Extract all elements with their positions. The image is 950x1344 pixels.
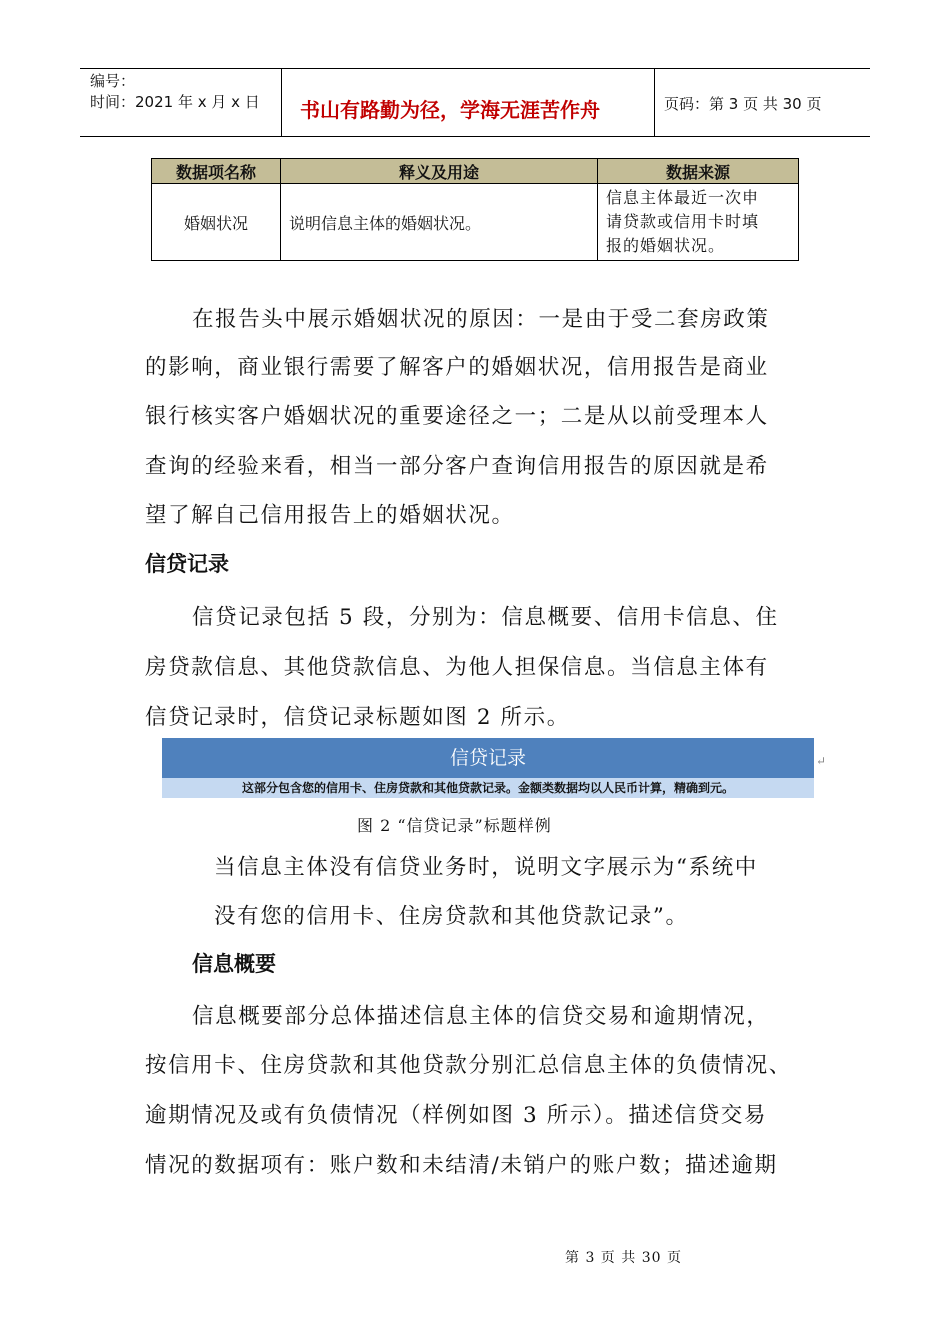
source-line: 报的婚姻状况。 bbox=[606, 236, 726, 255]
paragraph-line: 信贷记录时，信贷记录标题如图 2 所示。 bbox=[145, 705, 570, 730]
table-header-cell: 释义及用途 bbox=[281, 159, 598, 184]
table-header-cell: 数据项名称 bbox=[152, 159, 281, 184]
paragraph-line: 逾期情况及或有负债情况（样例如图 3 所示）。描述信贷交易 bbox=[145, 1103, 767, 1128]
table-cell-name: 婚姻状况 bbox=[152, 184, 281, 261]
header-motto: 书山有路勤为径，学海无涯苦作舟 bbox=[300, 98, 600, 122]
data-item-table bbox=[151, 158, 799, 261]
paragraph-line: 信息概要部分总体描述信息主体的信贷交易和逾期情况， bbox=[192, 1004, 770, 1029]
paragraph-line: 银行核实客户婚姻状况的重要途径之一；二是从以前受理本人 bbox=[145, 404, 769, 429]
paragraph-line: 在报告头中展示婚姻状况的原因：一是由于受二套房政策 bbox=[192, 307, 770, 332]
table-cell-meaning: 说明信息主体的婚姻状况。 bbox=[281, 184, 598, 261]
header-bottom-rule bbox=[80, 136, 870, 137]
paragraph-line: 查询的经验来看，相当一部分客户查询信用报告的原因就是希 bbox=[145, 454, 769, 479]
header-divider bbox=[654, 68, 655, 136]
figure-banner bbox=[162, 738, 814, 798]
section-heading-credit: 信贷记录 bbox=[145, 552, 229, 576]
header-top-rule bbox=[80, 68, 870, 69]
source-line: 请贷款或信用卡时填 bbox=[606, 212, 760, 231]
paragraph-line: 按信用卡、住房贷款和其他贷款分别汇总信息主体的负债情况、 bbox=[145, 1053, 792, 1078]
figure-caption: 图 2 “信贷记录”标题样例 bbox=[357, 816, 552, 835]
paragraph-line: 当信息主体没有信贷业务时，说明文字展示为“系统中 bbox=[214, 855, 758, 880]
header-divider bbox=[281, 68, 282, 136]
paragraph-line: 没有您的信用卡、住房贷款和其他贷款记录”。 bbox=[214, 904, 689, 929]
header-page-info: 页码：第 3 页 共 30 页 bbox=[664, 95, 822, 113]
section-heading-summary: 信息概要 bbox=[192, 952, 276, 976]
page-footer: 第 3 页 共 30 页 bbox=[565, 1250, 682, 1266]
paragraph-line: 望了解自己信用报告上的婚姻状况。 bbox=[145, 503, 515, 528]
table-header-row bbox=[152, 159, 799, 184]
paragraph-line: 情况的数据项有：账户数和未结清/未销户的账户数；描述逾期 bbox=[145, 1153, 778, 1178]
table-cell-source bbox=[598, 184, 799, 261]
table-row bbox=[152, 184, 799, 261]
source-line: 信息主体最近一次申 bbox=[606, 188, 760, 207]
banner-title: 信贷记录 bbox=[162, 738, 814, 778]
paragraph-mark-icon: ↵ bbox=[816, 754, 827, 768]
banner-subtitle: 这部分包含您的信用卡、住房贷款和其他贷款记录。金额类数据均以人民币计算，精确到元。 bbox=[162, 778, 814, 798]
header-date: 时间：2021 年 x 月 x 日 bbox=[90, 93, 260, 111]
paragraph-line: 的影响，商业银行需要了解客户的婚姻状况，信用报告是商业 bbox=[145, 355, 769, 380]
table-header-cell: 数据来源 bbox=[598, 159, 799, 184]
header-number-label: 编号： bbox=[90, 72, 136, 90]
paragraph-line: 房贷款信息、其他贷款信息、为他人担保信息。当信息主体有 bbox=[145, 655, 769, 680]
paragraph-line: 信贷记录包括 5 段，分别为：信息概要、信用卡信息、住 bbox=[192, 605, 779, 630]
